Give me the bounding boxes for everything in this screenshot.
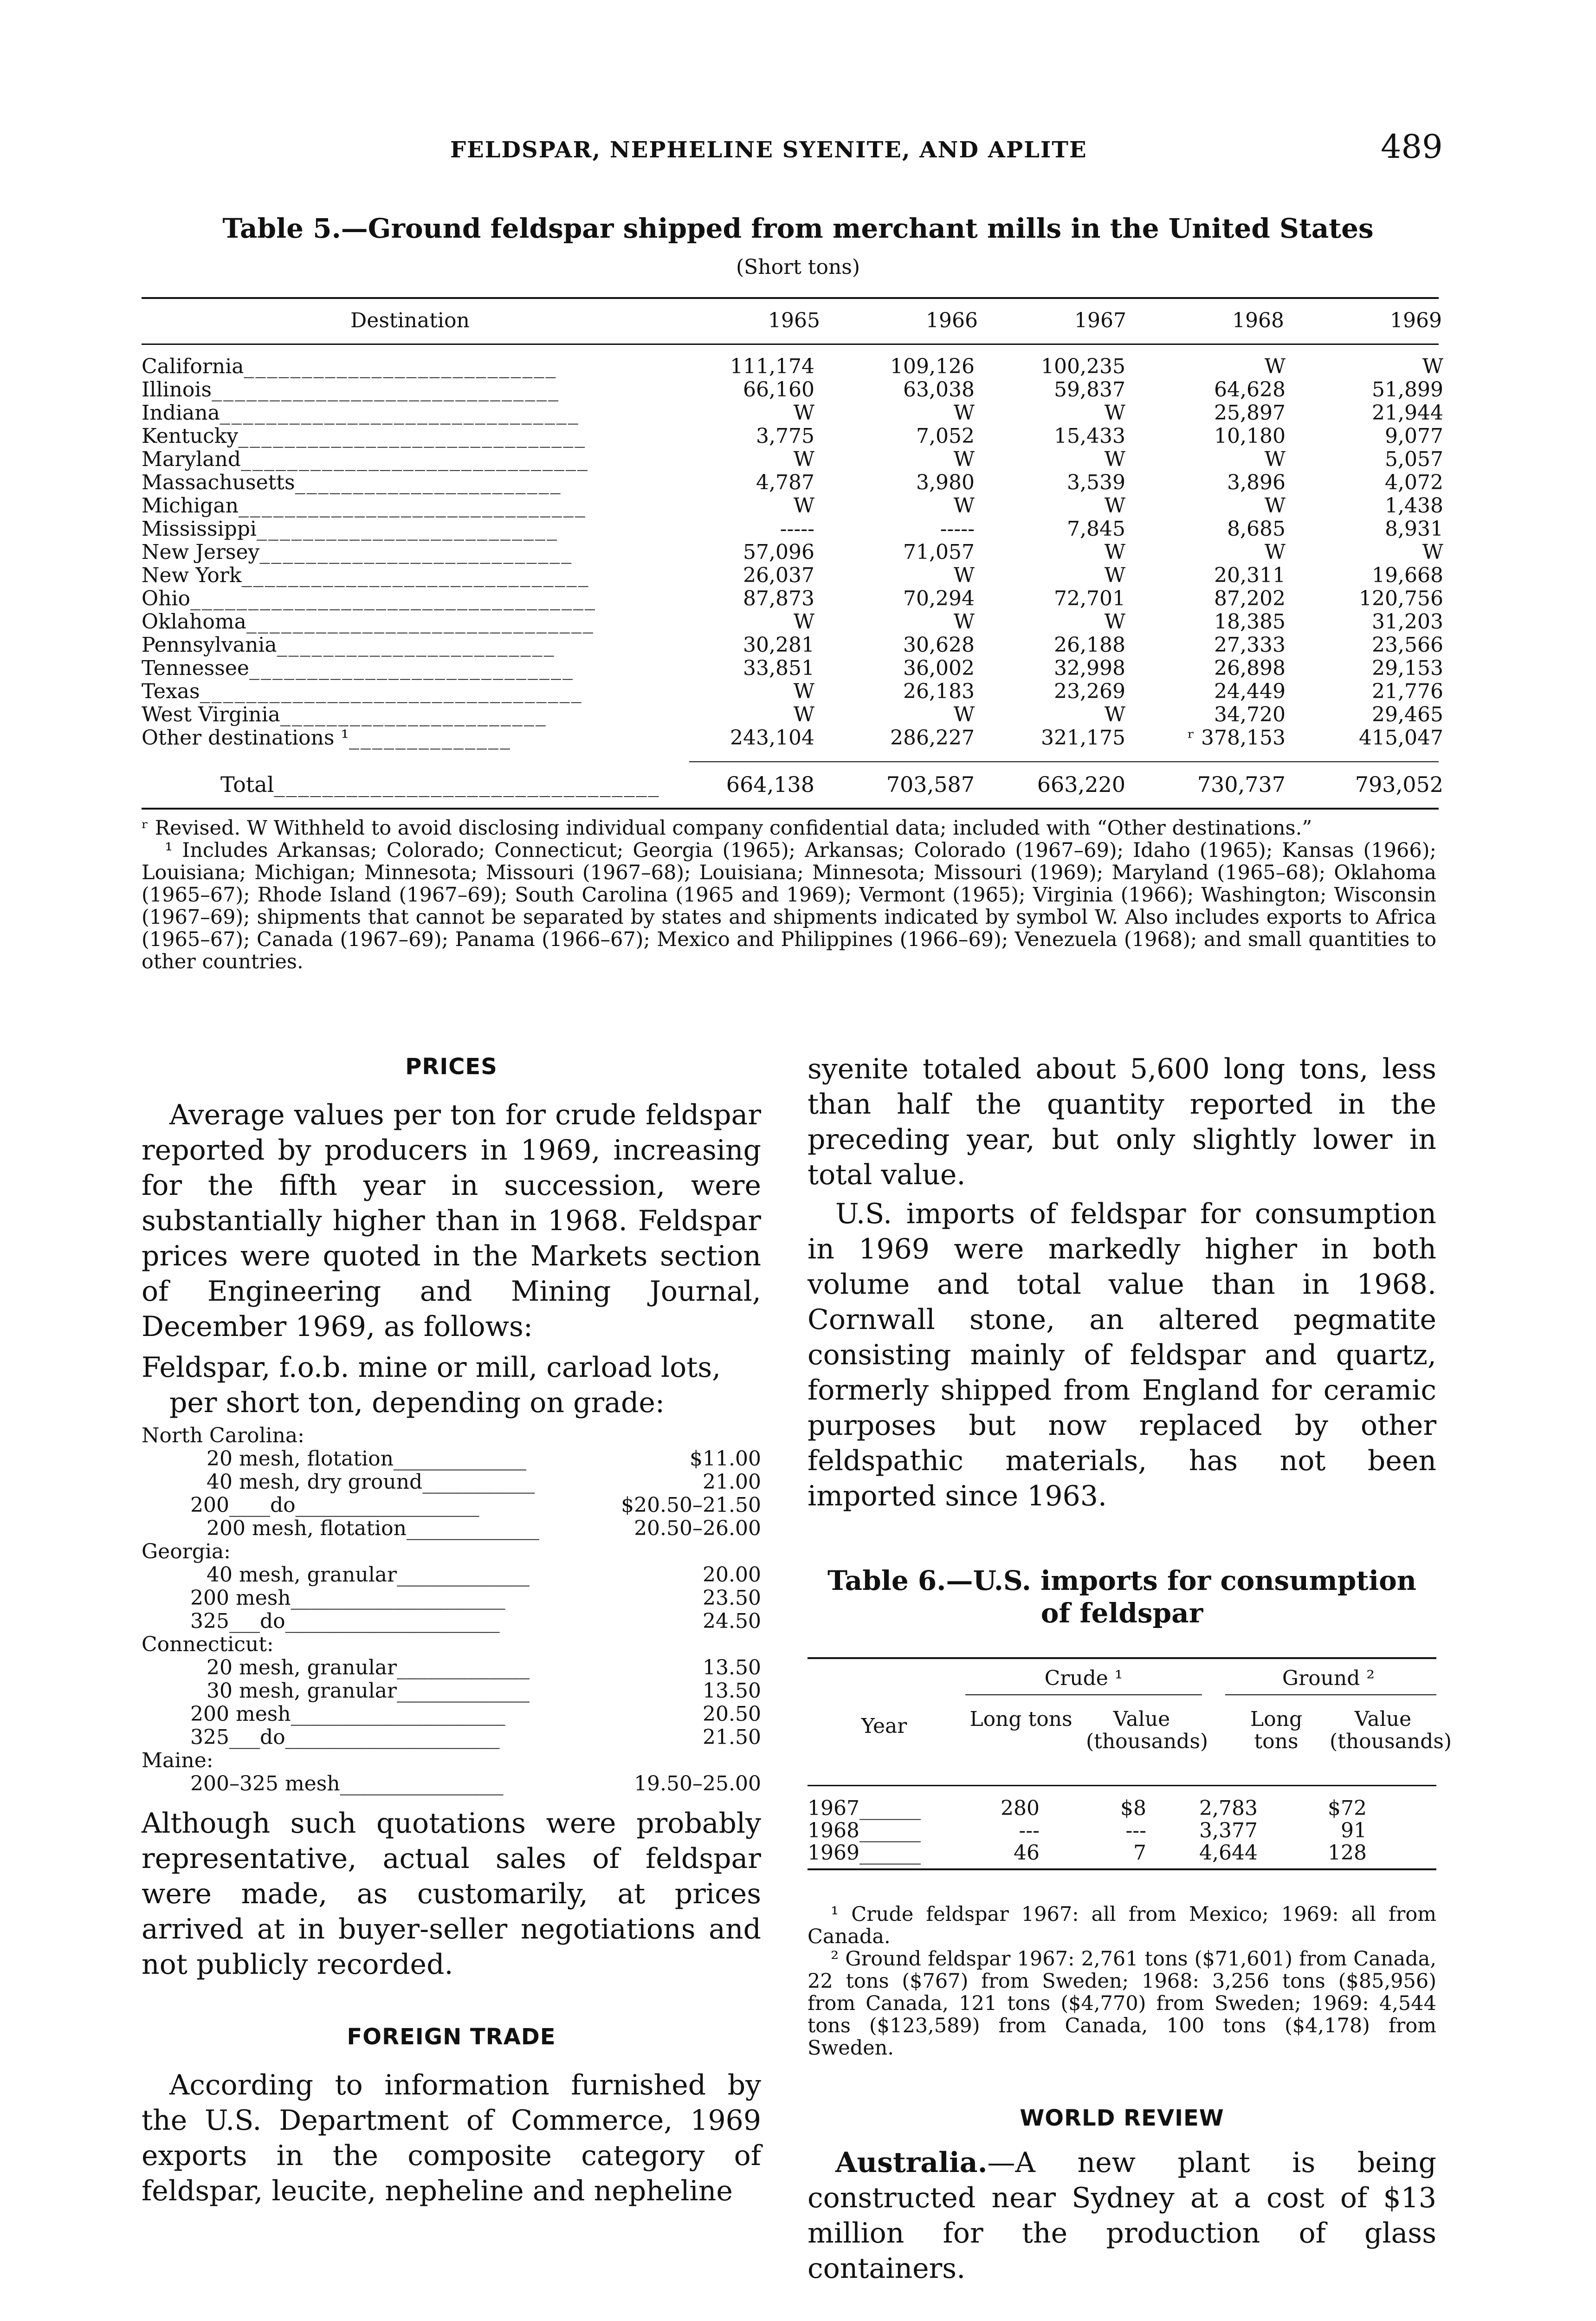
table-cell: W [793,703,814,726]
table-cell: --- [1019,1819,1040,1842]
table6-footnotes [808,1903,1436,2059]
column-header-1969: 1969 [1390,309,1442,332]
row-label: Kentucky [142,424,239,448]
total-1966: 703,587 [886,772,975,797]
group-rule-ground [1225,1694,1436,1695]
price-group-label: Maine: [142,1749,213,1772]
table-cell: 32,998 [1054,656,1125,680]
column-group-ground: Ground ² [1282,1666,1375,1690]
table-cell: 9,077 [1385,424,1443,448]
price-row: 40 mesh, dry ground___________ 21.00 [207,1470,761,1494]
prices-heading: PRICES [405,1054,498,1080]
table-row: California___________________________ 111,174 109,126 100,235 W W [142,355,1443,378]
table-cell: W [1264,447,1286,471]
table-cell: 2,783 [1199,1796,1258,1820]
table-cell: W [1422,540,1443,564]
table-cell: 415,047 [1359,726,1443,750]
price-item-label: 200 mesh [190,1586,291,1610]
row-label: Pennsylvania [142,633,277,657]
table-row: Mississippi__________________________ ----- ----- 7,845 8,685 8,931 [142,517,1443,541]
table-total-row: Total________________________________ 664,138 703,587 663,220 730,737 793,052 [220,772,1443,797]
table-row: Illinois______________________________ 66,160 63,038 59,837 64,628 51,899 [142,378,1443,402]
table-rule-bottom [142,808,1439,810]
table-rule-total [689,761,1439,762]
world-review-heading: WORLD REVIEW [1020,2105,1224,2131]
table-row: Oklahoma______________________________ W W W 18,385 31,203 [142,610,1443,634]
table-row: West Virginia_______________________ W W W 34,720 29,465 [142,703,1443,726]
price-row: 200____do__________________ $20.50–21.50 [190,1493,761,1517]
table-cell: W [1104,447,1125,471]
price-item-label: 40 mesh, dry ground [207,1470,423,1494]
table5-unit: (Short tons) [736,255,860,279]
table-cell: 59,837 [1054,378,1125,402]
foreign-trade-heading: FOREIGN TRADE [347,2024,556,2050]
table-cell: 10,180 [1214,424,1286,448]
row-label: Michigan [142,494,239,518]
row-label: New York [142,564,242,587]
table-cell: 24,449 [1214,680,1286,703]
price-group-label: Georgia: [142,1540,231,1563]
price-item-value: 19.50–25.00 [634,1772,761,1796]
table-cell: 26,188 [1054,633,1125,657]
table-cell: 4,072 [1385,471,1443,494]
price-row: 200 mesh, flotation_____________ 20.50–26.00 [207,1517,761,1540]
column-header-crude-long-tons: Long tons [969,1707,1073,1731]
price-list [142,1424,761,1796]
table-cell: 128 [1328,1841,1367,1865]
price-group-label: North Carolina: [142,1424,304,1447]
price-row: 200 mesh_____________________ 20.50 [190,1702,761,1726]
row-label: Mississippi [142,517,257,541]
table-row: Kentucky______________________________ 3,775 7,052 15,433 10,180 9,077 [142,424,1443,448]
world-review-section [808,2101,1436,2286]
column-header-destination: Destination [350,309,470,332]
price-group-label: Connecticut: [142,1633,274,1656]
running-title: FELDSPAR, NEPHELINE SYENITE, AND APLITE [450,137,1087,163]
table-cell: 8,685 [1227,517,1286,541]
table-cell: W [1264,494,1286,518]
price-group-connecticut [142,1633,761,1749]
table-cell: 280 [1001,1796,1040,1820]
table-cell: W [1422,355,1443,378]
price-item-label: 200 mesh [190,1702,291,1726]
foreign-trade-paragraph-1-continued: syenite totaled about 5,600 long tons, less than half the quantity reported in the preceding year, but only slightly lower in total value. [808,1053,1436,1191]
row-label: California [142,355,244,378]
price-item-value: 23.50 [703,1586,761,1610]
price-row: 40 mesh, granular_____________ 20.00 [207,1563,761,1587]
price-item-value: $20.50–21.50 [621,1493,761,1517]
footnote-1: ¹ Includes Arkansas; Colorado; Connecticut; Georgia (1965); Arkansas; Colorado (1967–69); Idaho (1965); Kansas (1966); Louisiana; Michigan; Minnesota; Missouri (1967–68); Louisiana; Minnesota; Missouri (1969); Maryland (1965–68); Oklahoma (1965–67); Rhode Island (1967–69); South Carolina (1965 and 1969); Vermont (1965); Virginia (1966); Washington; Wisconsin (1967–69); shipments that cannot be separated by states and shipments indicated by symbol W. Also includes exports to Africa (1965–67); Canada (1967–69); Panama (1966–67); Mexico and Philippines (1966–69); Venezuela (1968); and small quantities to other countries. [142,839,1436,973]
price-item-label: 40 mesh, granular [207,1563,397,1587]
column-header-1968: 1968 [1232,309,1284,332]
table-cell: 286,227 [890,726,975,750]
world-review-text: —A new plant is being constructed near Sydney at a cost of $13 million for the production of glass containers. [808,2146,1436,2285]
table-cell: 64,628 [1214,378,1286,402]
table-cell: W [1104,610,1125,634]
table-cell: W [793,447,814,471]
total-1968: 730,737 [1197,772,1286,797]
prices-intro: Feldspar, f.o.b. mine or mill, carload lots, per short ton, depending on grade: [142,1351,721,1419]
table-cell: 25,897 [1214,401,1286,425]
table-row: 1967______ 280 $8 2,783 $72 [808,1796,1367,1820]
table-row: Tennessee____________________________ 33,851 36,002 32,998 26,898 29,153 [142,656,1443,680]
table-cell: ----- [940,517,975,541]
table-cell: W [1104,564,1125,587]
total-1967: 663,220 [1037,772,1125,797]
price-item-label: 325___do [190,1609,285,1633]
table-cell: 87,202 [1214,587,1286,610]
foreign-trade-paragraph-1: According to information furnished by the U.S. Department of Commerce, 1969 exports in the composite category of feldspar, leucite, nepheline and nepheline [142,2069,761,2207]
price-row: 20 mesh, granular_____________ 13.50 [207,1656,761,1679]
table-cell: W [1104,401,1125,425]
row-year: 1969 [808,1841,859,1865]
table6-footnote-2: ² Ground feldspar 1967: 2,761 tons ($71,601) from Canada, 22 tons ($767) from Sweden; 1968: 3,256 tons ($85,956) from Canada, 121 tons ($4,770) from Sweden; 1969: 4,544 tons ($123,589) from Canada, 100 tons ($4,178) from Sweden. [808,1947,1436,2060]
table-row: New York______________________________ 26,037 W W 20,311 19,668 [142,564,1443,587]
table-cell: W [793,680,814,703]
column-header-1966: 1966 [926,309,978,332]
price-row: 30 mesh, granular_____________ 13.50 [207,1679,761,1703]
page-number: 489 [1381,128,1443,166]
price-row: 200 mesh_____________________ 23.50 [190,1586,761,1610]
row-label: Massachusetts [142,471,295,494]
column-header-ground-long-tons: Long tons [1250,1707,1303,1753]
column-header-ground-value: Value (thousands) [1330,1707,1452,1753]
table-cell: 120,756 [1359,587,1443,610]
table-row: 1969______ 46 7 4,644 128 [808,1841,1367,1865]
table-row: Texas_________________________________ W 26,183 23,269 24,449 21,776 [142,680,1443,703]
total-1965: 664,138 [726,772,814,797]
row-label: Other destinations ¹ [142,726,349,750]
price-group-north-carolina [142,1424,761,1540]
table-cell: 3,775 [756,424,814,448]
row-label: New Jersey [142,540,260,564]
table-row: Indiana_______________________________ W W W 25,897 21,944 [142,401,1443,425]
price-item-value: 20.50–26.00 [634,1517,761,1540]
table-cell: W [953,401,975,425]
column-header-1967: 1967 [1074,309,1126,332]
price-item-label: 200–325 mesh [190,1772,340,1796]
table-cell: 19,668 [1372,564,1443,587]
table-cell: 26,183 [903,680,975,703]
price-group-georgia [142,1540,761,1633]
table6-title [808,1564,1436,1629]
table-cell: W [1264,540,1286,564]
group-rule-crude [965,1694,1202,1695]
table-cell: --- [1125,1819,1146,1842]
table-cell: 100,235 [1041,355,1125,378]
price-row: 20 mesh, flotation_____________ $11.00 [207,1447,761,1471]
table-cell: W [953,447,975,471]
left-column [142,1049,761,2209]
table-cell: 3,980 [916,471,975,494]
price-row: 200–325 mesh________________ 19.50–25.00 [190,1772,761,1796]
table-cell: W [793,401,814,425]
table-cell: 29,465 [1372,703,1443,726]
table6-title-line-1: Table 6.—U.S. imports for consumption [827,1565,1416,1596]
table-cell: 30,628 [903,633,975,657]
price-item-value: 21.00 [703,1470,761,1494]
table-cell: W [1104,494,1125,518]
table-cell: 1,438 [1385,494,1443,518]
table-row: Other destinations ¹______________ 243,104 286,227 321,175 ʳ 378,153 415,047 [142,726,1443,750]
total-label: Total [220,772,274,797]
table-cell: $8 [1120,1796,1146,1820]
table-row: 1968______ --- --- 3,377 91 [808,1819,1367,1842]
table-cell: $72 [1328,1796,1367,1820]
foreign-trade-paragraph-2: U.S. imports of feldspar for consumption in 1969 were markedly higher in both volume and total value than in 1968. Cornwall stone, an altered pegmatite consisting mainly of feldspar and quartz, formerly shipped from England for ceramic purposes but now replaced by other feldspathic materials, has not been imported since 1963. [808,1198,1436,1512]
row-label: Texas [142,680,200,703]
row-label: Tennessee [142,656,249,680]
column-header-year: Year [861,1714,907,1738]
table-rule-top [808,1657,1436,1659]
table-cell: 109,126 [890,355,975,378]
price-item-value: 24.50 [703,1609,761,1633]
table-rule-header [142,344,1439,345]
table-cell: 91 [1341,1819,1367,1842]
table-cell: 87,873 [743,587,814,610]
table-cell: W [953,703,975,726]
table-cell: ----- [780,517,814,541]
table-cell: 4,644 [1199,1841,1258,1865]
table-rule-bottom [808,1868,1436,1870]
table-cell: W [793,610,814,634]
table-cell: 21,776 [1372,680,1443,703]
prices-paragraph-2: Although such quotations were probably representative, actual sales of feldspar were made, as customarily, at prices arrived at in buyer-seller negotiations and not publicly recorded. [142,1807,761,1981]
table-cell: 23,566 [1372,633,1443,657]
table-cell: 3,539 [1067,471,1125,494]
price-item-label: 20 mesh, flotation [207,1447,394,1471]
price-item-label: 200 mesh, flotation [207,1517,407,1540]
table5-footnotes [142,817,1436,973]
table-cell: 51,899 [1372,378,1443,402]
table-row: Massachusetts_______________________ 4,787 3,980 3,539 3,896 4,072 [142,471,1443,494]
table-cell: 5,057 [1385,447,1443,471]
table-cell: 34,720 [1214,703,1286,726]
footnote-revised: ʳ Revised. W Withheld to avoid disclosing individual company confidential data; included with “Other destinations.” [142,817,1312,840]
row-year: 1968 [808,1819,859,1842]
price-item-value: 13.50 [703,1679,761,1703]
table-cell: 29,153 [1372,656,1443,680]
table-cell: 7,052 [916,424,975,448]
row-label: West Virginia [142,703,280,726]
table-cell: W [953,564,975,587]
table-cell: 70,294 [903,587,975,610]
table-row: Maryland______________________________ W W W W 5,057 [142,447,1443,471]
table-cell: W [793,494,814,518]
price-item-value: 20.50 [703,1702,761,1726]
table-row: New Jersey___________________________ 57,096 71,057 W W W [142,540,1443,564]
table-cell: 57,096 [743,540,814,564]
table-cell: 27,333 [1214,633,1286,657]
prices-paragraph-1: Average values per ton for crude feldspar reported by producers in 1969, increasing for the fifth year in succession, were substantially higher than in 1968. Feldspar prices were quoted in the Markets section of Engineering and Mining Journal, December 1969, as follows: [142,1099,761,1343]
table-cell: 7 [1133,1841,1146,1865]
row-label: Indiana [142,401,220,425]
price-item-value: 20.00 [703,1563,761,1587]
table-row: Michigan______________________________ W W W W 1,438 [142,494,1443,518]
row-label: Ohio [142,587,190,610]
table-cell: W [1264,355,1286,378]
row-label: Illinois [142,378,212,402]
table-cell: 321,175 [1041,726,1125,750]
table-cell: 72,701 [1054,587,1125,610]
table-cell: 31,203 [1372,610,1443,634]
table-cell: 63,038 [903,378,975,402]
table-cell: W [953,610,975,634]
row-label: Maryland [142,447,241,471]
table-cell: 4,787 [756,471,814,494]
column-header-crude-value: Value (thousands) [1086,1707,1208,1753]
row-year: 1967 [808,1796,859,1820]
table-cell: W [953,494,975,518]
table-cell: 71,057 [903,540,975,564]
table-cell: 30,281 [743,633,814,657]
row-label: Oklahoma [142,610,246,634]
table-cell: 33,851 [743,656,814,680]
table-cell: 26,037 [743,564,814,587]
price-row: 325___do_____________________ 24.50 [190,1609,761,1633]
table-cell: 18,385 [1214,610,1286,634]
table-cell: 36,002 [903,656,975,680]
table-cell: 7,845 [1067,517,1125,541]
price-row: 325___do_____________________ 21.50 [190,1725,761,1749]
world-review-country: Australia. [835,2146,988,2179]
table-cell: 46 [1014,1841,1040,1865]
total-1969: 793,052 [1355,772,1443,797]
price-item-label: 30 mesh, granular [207,1679,397,1703]
table6-footnote-1: ¹ Crude feldspar 1967: all from Mexico; 1969: all from Canada. [808,1903,1436,1948]
table-cell: 111,174 [730,355,814,378]
price-item-value: $11.00 [690,1447,761,1471]
table-cell: 26,898 [1214,656,1286,680]
table-cell: ʳ 378,153 [1187,726,1286,750]
price-group-maine [142,1749,761,1796]
table-cell: 243,104 [730,726,814,750]
right-column [808,1051,1436,1514]
price-item-value: 13.50 [703,1656,761,1679]
table-cell: 15,433 [1054,424,1125,448]
price-item-label: 325___do [190,1725,285,1749]
price-item-value: 21.50 [703,1725,761,1749]
table-cell: W [1104,703,1125,726]
table-cell: 23,269 [1054,680,1125,703]
price-item-label: 20 mesh, granular [207,1656,397,1679]
table5-title: Table 5.—Ground feldspar shipped from merchant mills in the United States [222,213,1374,244]
price-item-label: 200____do [190,1493,296,1517]
table-rule-header [808,1785,1436,1786]
table-cell: 20,311 [1214,564,1286,587]
table-cell: 3,377 [1199,1819,1258,1842]
table-cell: 8,931 [1385,517,1443,541]
table-row: Ohio___________________________________ 87,873 70,294 72,701 87,202 120,756 [142,587,1443,610]
table-cell: 21,944 [1372,401,1443,425]
column-header-1965: 1965 [768,309,820,332]
table-cell: W [1104,540,1125,564]
table-row: Pennsylvania________________________ 30,281 30,628 26,188 27,333 23,566 [142,633,1443,657]
table6 [808,1657,1452,1899]
table6-title-line-2: of feldspar [1040,1597,1203,1629]
table-cell: 66,160 [743,378,814,402]
table-rule-top [142,297,1439,299]
column-group-crude: Crude ¹ [1044,1666,1123,1690]
table-cell: 3,896 [1227,471,1286,494]
